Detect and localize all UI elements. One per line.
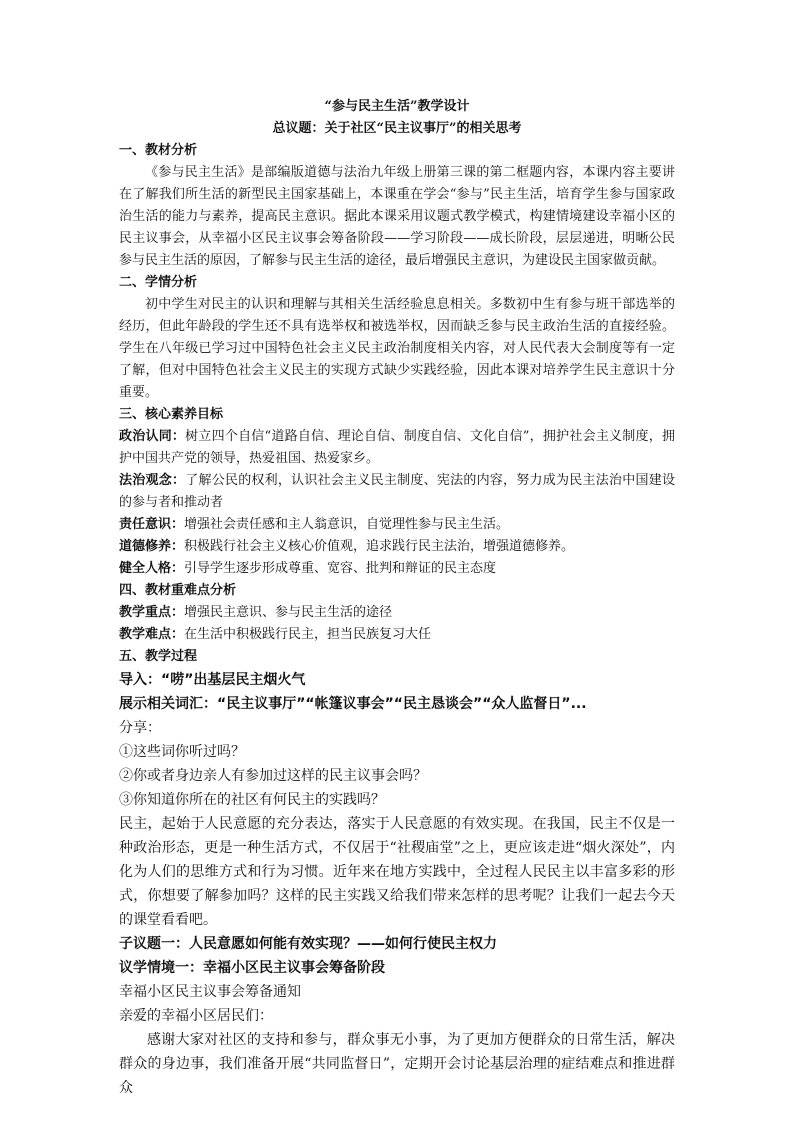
goal-label: 责任意识： — [119, 517, 185, 532]
key-point-item — [119, 602, 675, 624]
key-point-label: 教学难点： — [119, 627, 185, 642]
notice-title: 幸福小区民主议事会筹备通知 — [119, 984, 301, 1000]
section-heading-1: 一、教材分析 — [119, 143, 198, 158]
section-2-body: 初中学生对民主的认识和理解与其相关生活经验息息相关。多数初中生有参与班干部选举的经历，但此年龄段的学生还不具有选举权和被选举权，因而缺乏参与民主政治生活的直接经验。学生在八年级已学习过中国特色社会主义民主政治制度相关内容，对人民代表大会制度等有一定了解，但对中国特色社会主义民主的实现方式缺少实践经验，因此本课对培养学生民主意识十分重要。 — [119, 297, 675, 400]
goal-text: 积极践行社会主义核心价值观，追求践行民主法治，增强道德修养。 — [184, 539, 575, 554]
goal-text: 树立四个自信“道路自信、理论自信、制度自信、文化自信”，拥护社会主义制度，拥护中国共产党的领导，热爱祖国、热爱家乡。 — [119, 429, 675, 466]
section-heading-2: 二、学情分析 — [119, 275, 198, 290]
section-heading-3: 三、核心素养目标 — [119, 407, 224, 422]
document-page — [119, 96, 675, 1100]
share-label: 分享： — [119, 720, 161, 736]
notice-greeting: 亲爱的幸福小区居民们： — [119, 1008, 273, 1024]
goal-item — [119, 470, 675, 514]
key-point-item — [119, 624, 675, 646]
doc-title: “参与民主生活”教学设计 — [324, 99, 470, 114]
section-heading-4: 四、教材重难点分析 — [119, 583, 237, 598]
section-1-body: 《参与民主生活》是部编版道德与法治九年级上册第三课的第二框题内容，本课内容主要讲在了解我们所生活的新型民主国家基础上，本课重在学会“参与”民主生活，培育学生参与国家政治生活的能力与素养，提高民主意识。据此本课采用议题式教学模式，构建情境建设幸福小区的民主议事会，从幸福小区民主议事会筹备阶段——学习阶段——成长阶段，层层递进，明晰公民参与民主生活的原因，了解参与民主生活的途径，最后增强民主意识，为建设民主国家做贡献。 — [119, 165, 675, 268]
terms-line: 展示相关词汇：“民主议事厅”“帐篷议事会”“民主恳谈会”“众人监督日”... — [119, 696, 587, 712]
goal-text: 引导学生逐步形成尊重、宽容、批判和辩证的民主态度 — [184, 561, 497, 576]
key-point-text: 增强民主意识、参与民主生活的途径 — [184, 605, 393, 620]
scenario-1: 议学情境一：幸福小区民主议事会筹备阶段 — [119, 960, 385, 976]
goal-label: 道德修养： — [119, 539, 185, 554]
question-item: ②你或者身边亲人有参加过这样的民主议事会吗？ — [119, 768, 427, 784]
goal-item — [119, 536, 675, 558]
doc-subtitle: 总议题：关于社区“民主议事厅”的相关思考 — [272, 121, 522, 136]
democracy-paragraph: 民主，起始于人民意愿的充分表达，落实于人民意愿的有效实现。在我国，民主不仅是一种政治形态，更是一种生活方式，不仅居于“社稷庙堂”之上，更应该走进“烟火深处”，内化为人们的思维方式和行为习惯。近年来在地方实践中，全过程人民民主以丰富多彩的形式，你想要了解参加吗？这样的民主实践又给我们带来怎样的思考呢？让我们一起去今天的课堂看看吧。 — [119, 816, 675, 928]
sub-topic-1: 子议题一：人民意愿如何能有效实现？——如何行使民主权力 — [119, 936, 497, 952]
key-point-text: 在生活中积极践行民主，担当民族复习大任 — [184, 627, 432, 642]
notice-body: 感谢大家对社区的支持和参与，群众事无小事，为了更加方便群众的日常生活，解决群众的身边事，我们准备开展“共同监督日”，定期开会讨论基层治理的症结难点和推进群众 — [119, 1032, 675, 1096]
goal-label: 法治观念： — [119, 473, 186, 488]
goal-text: 增强社会责任感和主人翁意识，自觉理性参与民主生活。 — [184, 517, 510, 532]
key-point-label: 教学重点： — [119, 605, 185, 620]
goal-item — [119, 514, 675, 536]
goal-text: 了解公民的权利，认识社会主义民主制度、宪法的内容，努力成为民主法治中国建设的参与者和推动者 — [119, 473, 675, 510]
goal-item — [119, 426, 675, 470]
goal-label: 政治认同： — [119, 429, 186, 444]
question-item: ③你知道你所在的社区有何民主的实践吗？ — [119, 792, 385, 808]
question-item: ①这些词你听过吗？ — [119, 744, 245, 760]
goal-label: 健全人格： — [119, 561, 185, 576]
section-heading-5: 五、教学过程 — [119, 649, 198, 664]
intro-line: 导入：“唠”出基层民主烟火气 — [119, 672, 306, 688]
goal-item — [119, 558, 675, 580]
